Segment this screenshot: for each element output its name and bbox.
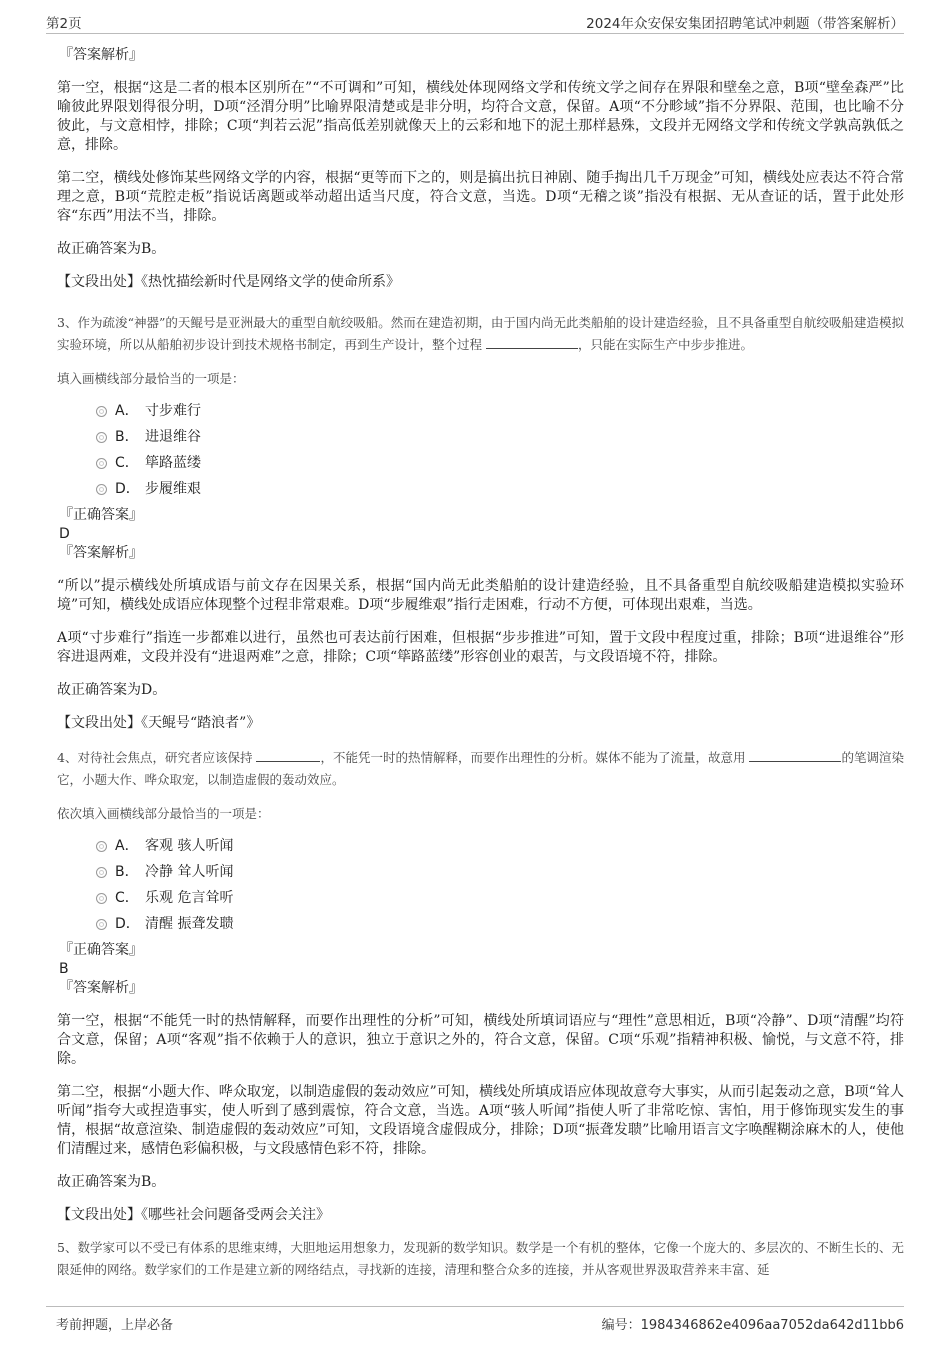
radio-icon[interactable] bbox=[96, 432, 107, 443]
radio-icon[interactable] bbox=[96, 406, 107, 417]
radio-icon[interactable] bbox=[96, 458, 107, 469]
page-content bbox=[57, 46, 904, 1281]
analysis-paragraph: 第二空，根据“小题大作、哗众取宠，以制造虚假的轰动效应”可知，横线处所填成语应体现故意夸大事实，从而引起轰动之意，B项“耸人听闻”指夸大或捏造事实，使人听到了感到震惊，符合文意，当选。A项“骇人听闻”指使人听了非常吃惊、害怕，用于修饰现实发生的事情，根据“故意渲染、制造虚假的轰动效应”可知，文段语境含虚假成分，排除；D项“振聋发聩”比喻用语言文字唤醒糊涂麻木的人，使他们清醒过来，感情色彩偏积极，与文段感情色彩不符，排除。 bbox=[57, 1084, 904, 1157]
page-number: 第2页 bbox=[46, 16, 82, 32]
radio-icon[interactable] bbox=[96, 919, 107, 930]
correct-answer-label: 『正确答案』 bbox=[59, 507, 143, 523]
option-b[interactable]: B． 进退维谷 bbox=[57, 428, 904, 454]
question-4 bbox=[57, 747, 904, 1225]
conclusion: 故正确答案为D。 bbox=[57, 682, 167, 698]
question-text: 5、数学家可以不受已有体系的思维束缚，大胆地运用想象力，发现新的数学知识。数学是一个有机的整体，它像一个庞大的、多层次的、不断生长的、无限延伸的网络。数学家们的工作是建立新的网络结点，寻找新的连接，清理和整合众多的连接，并从客观世界汲取营养来丰富、延 bbox=[57, 1240, 904, 1277]
source-citation: 【文段出处】《热忱描绘新时代是网络文学的使命所系》 bbox=[57, 274, 400, 290]
correct-answer-label: 『正确答案』 bbox=[59, 942, 143, 958]
option-a[interactable]: A． 寸步难行 bbox=[57, 402, 904, 428]
question-prompt: 依次填入画横线部分最恰当的一项是： bbox=[57, 806, 270, 821]
conclusion: 故正确答案为B。 bbox=[57, 1174, 166, 1190]
question-5 bbox=[57, 1237, 904, 1281]
question-prompt: 填入画横线部分最恰当的一项是： bbox=[57, 371, 245, 386]
footer-slogan: 考前押题，上岸必备 bbox=[56, 1318, 174, 1333]
document-id: 编号：1984346862e4096aa7052da642d11bb6 bbox=[601, 1318, 904, 1333]
source-citation: 【文段出处】《天鲲号“踏浪者”》 bbox=[57, 715, 261, 731]
question-text: 4、对待社会焦点，研究者应该保持 ，不能凭一时的热情解释，而要作出理性的分析。媒体不能为了流量，故意用 的笔调渲染它，小题大作、哗众取宠，以制造虚假的轰动效应。 bbox=[57, 750, 904, 787]
option-list bbox=[57, 402, 904, 506]
option-b[interactable]: B． 冷静 耸人听闻 bbox=[57, 863, 904, 889]
question-3 bbox=[57, 312, 904, 733]
option-c[interactable]: C． 乐观 危言耸听 bbox=[57, 889, 904, 915]
option-d[interactable]: D． 步履维艰 bbox=[57, 480, 904, 506]
analysis-paragraph: 第一空，根据“这是二者的根本区别所在”“不可调和”可知，横线处体现网络文学和传统文学之间存在界限和壁垒之意，B项“壁垒森严”比喻彼此界限划得很分明，D项“泾渭分明”比喻界限清楚或是非分明，均符合文意，保留。A项“不分畛域”指不分界限、范围，也比喻不分彼此，与文意相悖，排除；C项“判若云泥”指高低差别就像天上的云彩和地下的泥土那样悬殊，文段并无网络文学和传统文学孰高孰低之意，排除。 bbox=[57, 80, 904, 153]
analysis-paragraph: 第一空，根据“不能凭一时的热情解释，而要作出理性的分析”可知，横线处所填词语应与“理性”意思相近，B项“冷静”、D项“清醒”均符合文意，保留；A项“客观”指不依赖于人的意识，独立于意识之外的，符合文意，保留。C项“乐观”指精神积极、愉悦，与文意不符，排除。 bbox=[57, 1013, 904, 1067]
document-title: 2024年众安保安集团招聘笔试冲刺题（带答案解析） bbox=[586, 16, 904, 32]
option-list bbox=[57, 837, 904, 941]
correct-answer: D bbox=[59, 526, 70, 542]
source-citation: 【文段出处】《哪些社会问题备受两会关注》 bbox=[57, 1207, 330, 1223]
analysis-paragraph: A项“寸步难行”指连一步都难以进行，虽然也可表达前行困难，但根据“步步推进”可知，置于文段中程度过重，排除；B项“进退维谷”形容进退两难，文段并没有“进退两难”之意，排除；C项“筚路蓝缕”形容创业的艰苦，与文段语境不符，排除。 bbox=[57, 630, 904, 665]
analysis-paragraph: 第二空，横线处修饰某些网络文学的内容，根据“更等而下之的，则是搞出抗日神剧、随手掏出几千万现金”可知，横线处应表达不符合常理之意，B项“荒腔走板”指说话离题或举动超出适当尺度，符合文意，当选。D项“无稽之谈”指没有根据、无从查证的话，置于此处形容“东西”用法不当，排除。 bbox=[57, 170, 904, 224]
radio-icon[interactable] bbox=[96, 484, 107, 495]
radio-icon[interactable] bbox=[96, 893, 107, 904]
radio-icon[interactable] bbox=[96, 867, 107, 878]
conclusion: 故正确答案为B。 bbox=[57, 241, 166, 257]
analysis-label: 『答案解析』 bbox=[59, 545, 143, 561]
question-text: 3、作为疏浚“神器”的天鲲号是亚洲最大的重型自航绞吸船。然而在建造初期，由于国内尚无此类船舶的设计建造经验，且不具备重型自航绞吸船建造模拟实验环境，所以从船舶初步设计到技术规格书制定，再到生产设计，整个过程 ，只能在实际生产中步步推进。 bbox=[57, 315, 904, 352]
option-c[interactable]: C． 筚路蓝缕 bbox=[57, 454, 904, 480]
analysis-paragraph: “所以”提示横线处所填成语与前文存在因果关系，根据“国内尚无此类船舶的设计建造经验，且不具备重型自航绞吸船建造模拟实验环境”可知，横线处成语应体现整个过程非常艰难。D项“步履维艰”指行走困难，行动不方便，可体现出艰难，当选。 bbox=[57, 578, 904, 613]
fill-blank bbox=[486, 336, 578, 349]
option-a[interactable]: A． 客观 骇人听闻 bbox=[57, 837, 904, 863]
page-footer bbox=[46, 1306, 904, 1333]
fill-blank bbox=[256, 749, 320, 762]
correct-answer: B bbox=[59, 961, 69, 977]
question-2-analysis bbox=[57, 46, 904, 292]
radio-icon[interactable] bbox=[96, 841, 107, 852]
analysis-label: 『答案解析』 bbox=[59, 47, 143, 63]
page-header bbox=[46, 12, 904, 34]
option-d[interactable]: D． 清醒 振聋发聩 bbox=[57, 915, 904, 941]
fill-blank bbox=[749, 749, 841, 762]
analysis-label: 『答案解析』 bbox=[59, 980, 143, 996]
